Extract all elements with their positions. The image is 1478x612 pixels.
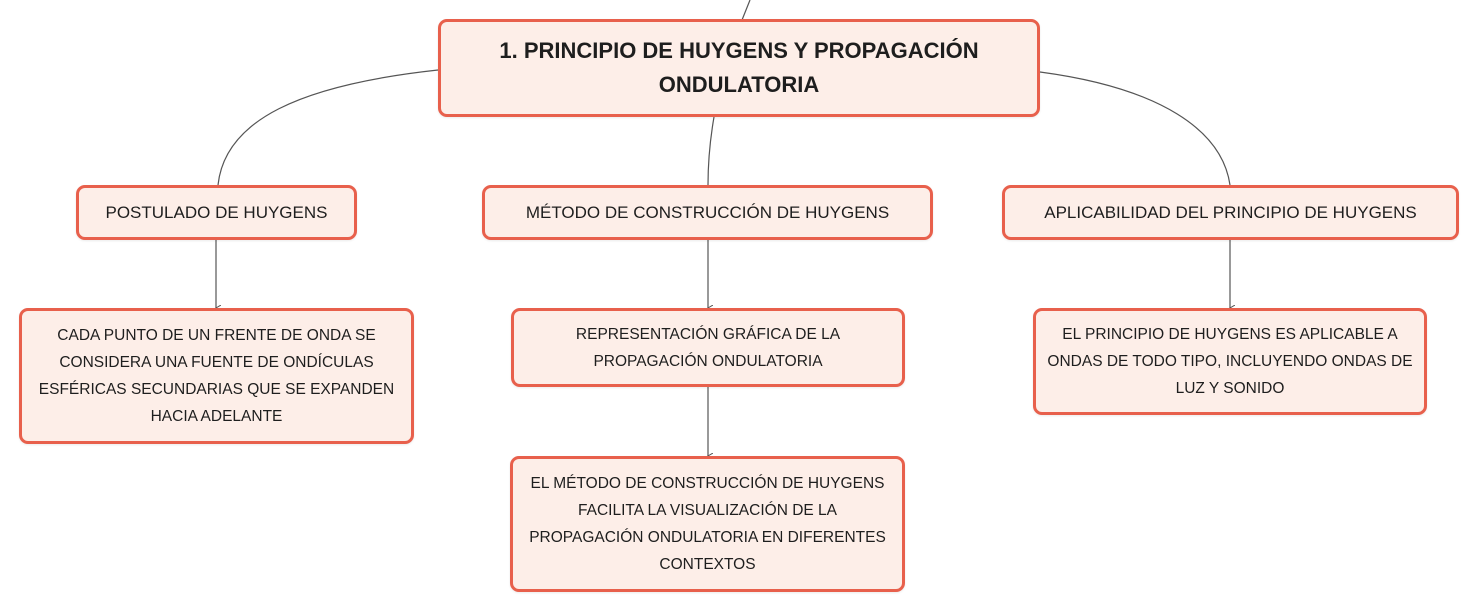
leaf-text: EL PRINCIPIO DE HUYGENS ES APLICABLE A ONDAS DE TODO TIPO, INCLUYENDO ONDAS DE LUZ Y SONIDO (1047, 326, 1413, 397)
connector-root-aplicabilidad (1040, 72, 1230, 185)
connector-parent-in (742, 0, 750, 20)
leaf-postulado-description[interactable] (19, 308, 414, 444)
root-topic-title: 1. PRINCIPIO DE HUYGENS Y PROPAGACIÓN ONDULATORIA (499, 38, 979, 97)
leaf-text: CADA PUNTO DE UN FRENTE DE ONDA SE CONSIDERA UNA FUENTE DE ONDÍCULAS ESFÉRICAS SECUNDARIAS QUE SE EXPANDEN HACIA ADELANTE (38, 327, 395, 425)
branch-label: MÉTODO DE CONSTRUCCIÓN DE HUYGENS (525, 202, 890, 222)
leaf-text: REPRESENTACIÓN GRÁFICA DE LA PROPAGACIÓN ONDULATORIA (575, 325, 841, 370)
leaf-representacion-grafica[interactable] (511, 308, 905, 387)
branch-label: APLICABILIDAD DEL PRINCIPIO DE HUYGENS (1044, 202, 1417, 222)
leaf-metodo-facilita[interactable] (510, 456, 905, 592)
branch-aplicabilidad[interactable] (1002, 185, 1459, 240)
branch-postulado-huygens[interactable] (76, 185, 357, 240)
root-topic[interactable] (438, 19, 1040, 117)
branch-metodo-construccion[interactable] (482, 185, 933, 240)
leaf-text: EL MÉTODO DE CONSTRUCCIÓN DE HUYGENS FACILITA LA VISUALIZACIÓN DE LA PROPAGACIÓN ONDULATORIA EN DIFERENTES CONTEXTOS (529, 475, 886, 573)
branch-label: POSTULADO DE HUYGENS (105, 202, 328, 222)
connector-root-metodo (708, 117, 714, 185)
leaf-aplicable-ondas[interactable] (1033, 308, 1427, 415)
connector-root-postulado (218, 70, 438, 185)
